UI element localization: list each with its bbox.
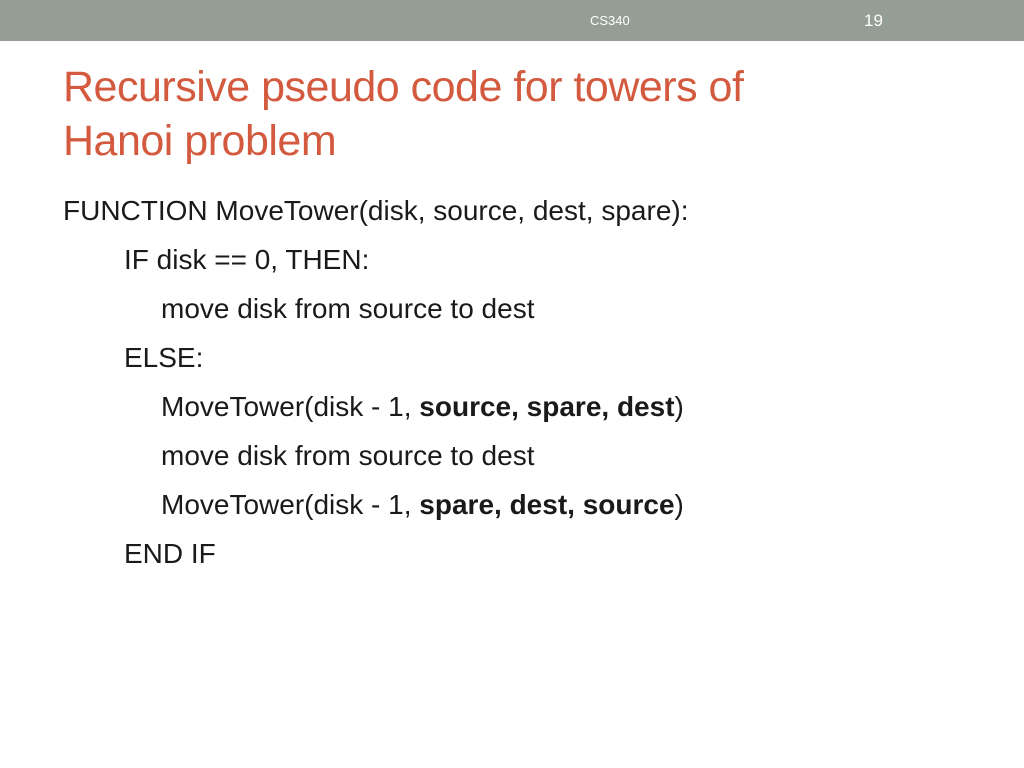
code-line-move-base: move disk from source to dest bbox=[161, 293, 535, 324]
call-2-prefix: MoveTower(disk - 1, bbox=[161, 489, 420, 520]
slide-title bbox=[63, 60, 943, 168]
code-line-recursive-call-1 bbox=[63, 382, 963, 431]
call-1-suffix: ) bbox=[674, 391, 684, 422]
call-2-args-bold: spare, dest, source bbox=[419, 489, 675, 520]
header-bar bbox=[0, 0, 1024, 41]
code-line-recursive-call-2 bbox=[63, 480, 963, 529]
course-label: CS340 bbox=[590, 13, 630, 28]
call-2-suffix: ) bbox=[674, 489, 684, 520]
code-line-function: FUNCTION MoveTower(disk, source, dest, spare): bbox=[63, 195, 689, 226]
code-line-if: IF disk == 0, THEN: bbox=[124, 244, 370, 275]
code-line-move-recursive: move disk from source to dest bbox=[161, 440, 535, 471]
code-line-end-if: END IF bbox=[124, 538, 216, 569]
slide-title-line-2: Hanoi problem bbox=[63, 117, 337, 165]
code-line-else: ELSE: bbox=[124, 342, 204, 373]
call-1-prefix: MoveTower(disk - 1, bbox=[161, 391, 420, 422]
call-1-args-bold: source, spare, dest bbox=[419, 391, 675, 422]
pseudo-code-block bbox=[63, 186, 963, 578]
slide-title-line-1: Recursive pseudo code for towers of bbox=[63, 63, 744, 111]
slide-number: 19 bbox=[864, 11, 883, 30]
